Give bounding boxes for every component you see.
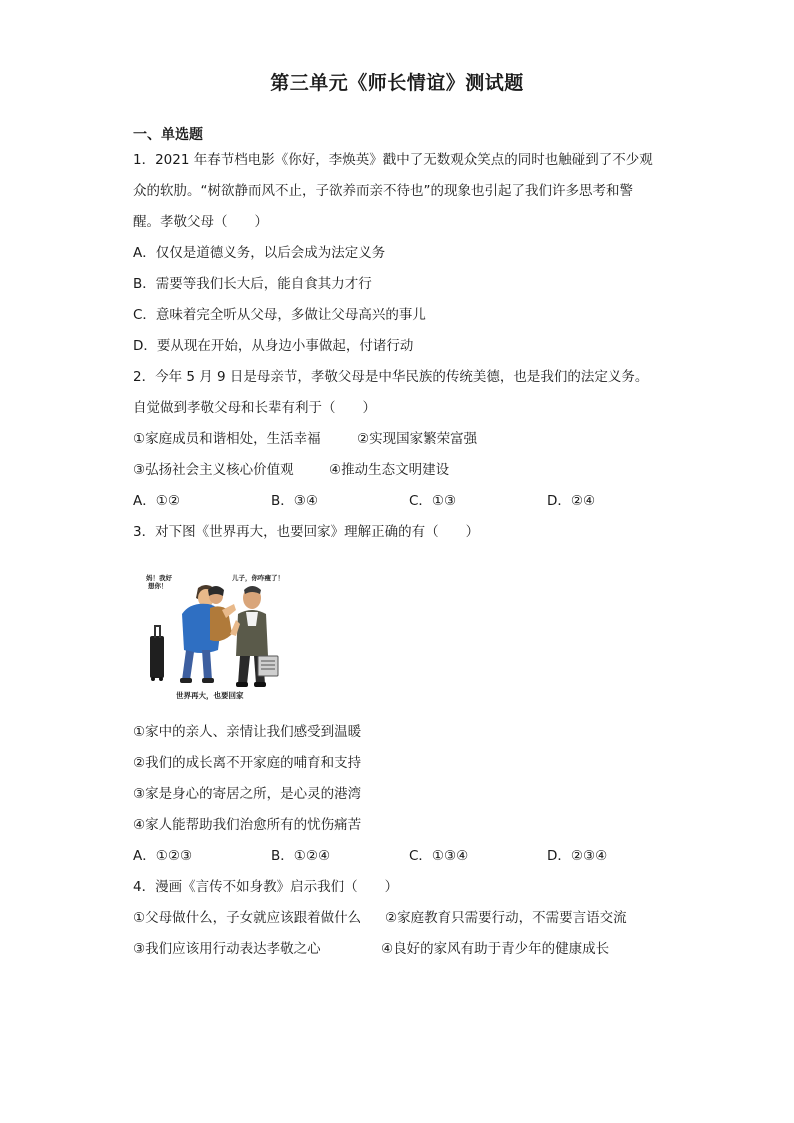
q3-item-4: ④家人能帮助我们治愈所有的忧伤痛苦 [133,817,362,833]
q2-option-b: B．③④ [271,493,318,509]
bubble-right: 儿子，你咋瘦了！ [232,574,284,582]
q3-option-b: B．①②④ [271,848,331,864]
q3-option-c: C．①③④ [409,848,469,864]
q2-option-a: A．①② [133,493,180,509]
q4-item-1: ①父母做什么，子女就应该跟着做什么 [133,910,362,926]
q1-stem-line-3: 醒。孝敬父母（ ） [133,214,268,230]
q1-option-a: A．仅仅是道德义务，以后会成为法定义务 [133,245,386,261]
page-title: 第三单元《师长情谊》测试题 [270,72,524,94]
q2-stem-line-1: 2．今年 5 月 9 日是母亲节，孝敬父母是中华民族的传统美德，也是我们的法定义务。 [133,369,649,385]
q2-item-2: ②实现国家繁荣富强 [357,431,478,447]
q1-option-d: D．要从现在开始，从身边小事做起，付诸行动 [133,338,414,354]
q3-stem: 3．对下图《世界再大，也要回家》理解正确的有（ ） [133,524,480,540]
q3-item-1: ①家中的亲人、亲情让我们感受到温暖 [133,724,362,740]
section-heading: 一、单选题 [133,127,203,143]
figure-caption: 世界再大，也要回家 [176,691,244,700]
q1-stem-line-2: 众的软肋。“树欲静而风不止，子欲养而亲不待也”的现象也引起了我们许多思考和警 [133,183,633,199]
q2-stem-line-2: 自觉做到孝敬父母和长辈有利于（ ） [133,400,376,416]
q3-option-d: D．②③④ [547,848,608,864]
q2-option-c: C．①③ [409,493,457,509]
bubble-left-line-1: 妈！我好 [146,574,172,582]
q1-stem-line-1: 1．2021 年春节档电影《你好，李焕英》戳中了无数观众笑点的同时也触碰到了不少观 [133,152,653,168]
q4-stem: 4．漫画《言传不如身教》启示我们（ ） [133,879,399,895]
q2-item-4: ④推动生态文明建设 [329,462,450,478]
q2-item-1: ①家庭成员和谐相处，生活幸福 [133,431,321,447]
q2-item-3: ③弘扬社会主义核心价值观 [133,462,294,478]
q3-option-a: A．①②③ [133,848,193,864]
q4-item-2: ②家庭教育只需要行动，不需要言语交流 [385,910,627,926]
q4-item-3: ③我们应该用行动表达孝敬之心 [133,941,321,957]
suitcase-icon [150,625,164,681]
q2-option-d: D．②④ [547,493,596,509]
q4-item-4: ④良好的家风有助于青少年的健康成长 [381,941,610,957]
q3-item-2: ②我们的成长离不开家庭的哺育和支持 [133,755,362,771]
newspaper-bag-icon [258,656,278,676]
q1-option-b: B．需要等我们长大后，能自食其力才行 [133,276,372,292]
bubble-left-line-2: 想你！ [148,582,168,590]
q1-option-c: C．意味着完全听从父母，多做让父母高兴的事儿 [133,307,426,323]
q3-item-3: ③家是身心的寄居之所，是心灵的港湾 [133,786,362,802]
